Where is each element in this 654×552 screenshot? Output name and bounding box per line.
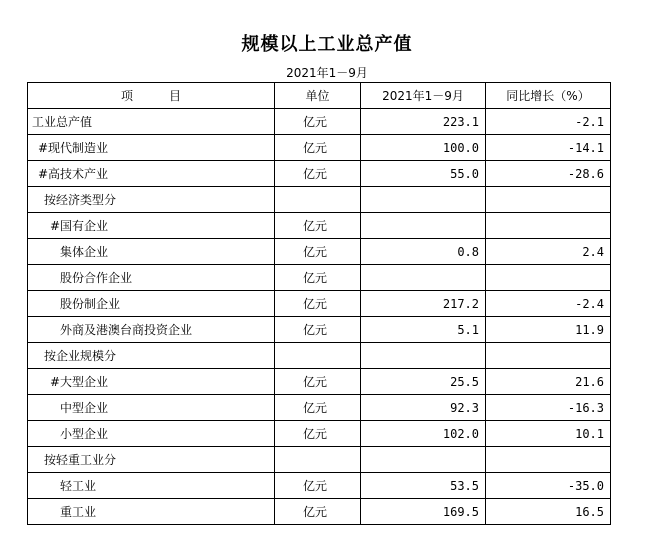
row-value [361,265,486,291]
row-growth: -2.4 [486,291,611,317]
header-item: 项 目 [28,83,275,109]
row-unit: 亿元 [275,369,361,395]
row-growth: -28.6 [486,161,611,187]
row-unit: 亿元 [275,265,361,291]
table-row [28,343,611,369]
table-row [28,161,611,187]
row-item: 外商及港澳台商投资企业 [28,317,275,343]
row-growth: 2.4 [486,239,611,265]
table-row [28,395,611,421]
row-growth [486,265,611,291]
row-item: #大型企业 [28,369,275,395]
row-growth [486,213,611,239]
row-item: 中型企业 [28,395,275,421]
industrial-output-table [27,82,611,525]
row-value [361,447,486,473]
row-item: 工业总产值 [28,109,275,135]
row-item: 小型企业 [28,421,275,447]
table-row [28,291,611,317]
row-item: 按轻重工业分 [28,447,275,473]
row-item: 按经济类型分 [28,187,275,213]
table-row [28,109,611,135]
row-item: 集体企业 [28,239,275,265]
header-value: 2021年1－9月 [361,83,486,109]
row-unit: 亿元 [275,499,361,525]
row-item: 轻工业 [28,473,275,499]
row-unit: 亿元 [275,291,361,317]
table-row [28,447,611,473]
row-growth [486,187,611,213]
row-unit: 亿元 [275,239,361,265]
row-value [361,213,486,239]
row-growth: -16.3 [486,395,611,421]
header-growth: 同比增长（%） [486,83,611,109]
row-item: 按企业规模分 [28,343,275,369]
table-header-row [28,83,611,109]
row-growth: 16.5 [486,499,611,525]
row-value: 5.1 [361,317,486,343]
row-value: 223.1 [361,109,486,135]
row-unit [275,447,361,473]
row-value: 53.5 [361,473,486,499]
row-item: #国有企业 [28,213,275,239]
row-unit: 亿元 [275,473,361,499]
table-row [28,265,611,291]
row-growth: 21.6 [486,369,611,395]
row-unit [275,187,361,213]
row-value: 0.8 [361,239,486,265]
table-row [28,187,611,213]
row-growth: -35.0 [486,473,611,499]
row-unit: 亿元 [275,135,361,161]
table-row [28,473,611,499]
row-unit: 亿元 [275,161,361,187]
row-growth: 11.9 [486,317,611,343]
row-value: 100.0 [361,135,486,161]
row-unit: 亿元 [275,395,361,421]
row-unit: 亿元 [275,213,361,239]
row-item: #高技术产业 [28,161,275,187]
table-row [28,369,611,395]
row-growth [486,447,611,473]
table-row [28,421,611,447]
row-growth: -2.1 [486,109,611,135]
row-unit: 亿元 [275,317,361,343]
table-row [28,499,611,525]
period-subtitle: 2021年1－9月 [286,66,368,80]
row-growth: -14.1 [486,135,611,161]
row-unit [275,343,361,369]
row-value: 25.5 [361,369,486,395]
row-value: 169.5 [361,499,486,525]
row-unit: 亿元 [275,421,361,447]
table-row [28,239,611,265]
row-growth [486,343,611,369]
row-value: 102.0 [361,421,486,447]
table-row [28,135,611,161]
row-item: 股份制企业 [28,291,275,317]
row-growth: 10.1 [486,421,611,447]
row-unit: 亿元 [275,109,361,135]
row-item: #现代制造业 [28,135,275,161]
row-value: 55.0 [361,161,486,187]
table-row [28,317,611,343]
row-value: 217.2 [361,291,486,317]
row-value: 92.3 [361,395,486,421]
table-row [28,213,611,239]
row-value [361,187,486,213]
row-item: 股份合作企业 [28,265,275,291]
page-title: 规模以上工业总产值 [241,34,413,55]
row-item: 重工业 [28,499,275,525]
header-unit: 单位 [275,83,361,109]
row-value [361,343,486,369]
